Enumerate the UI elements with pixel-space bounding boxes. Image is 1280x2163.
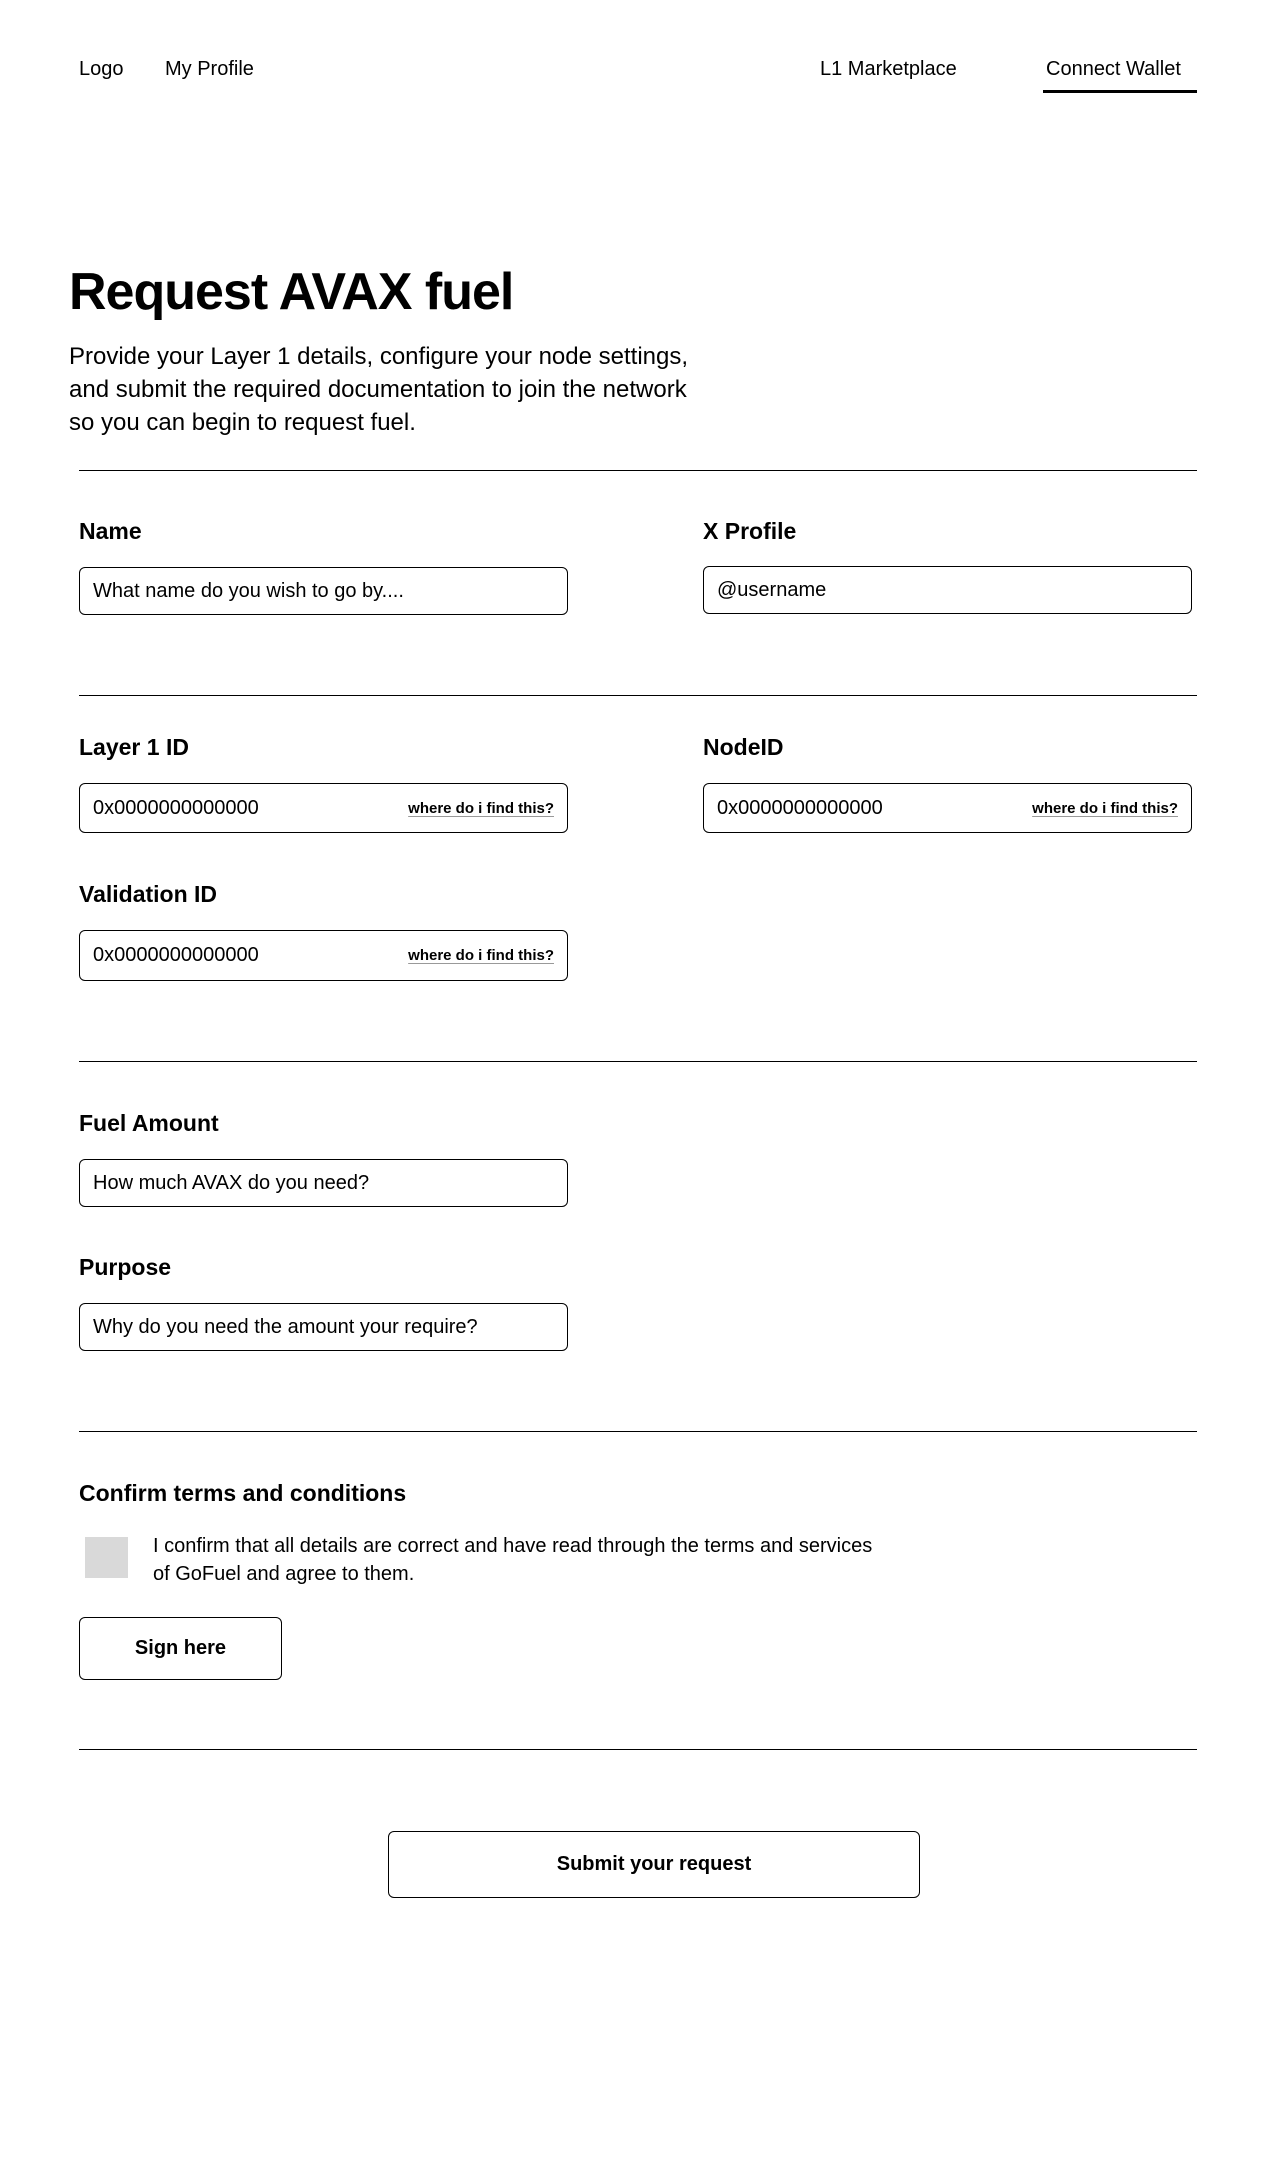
terms-text: I confirm that all details are correct and have read through the terms and services of GoFuel and agree to them. [153,1535,873,1585]
validation-id-input[interactable] [93,944,408,967]
node-id-help-link[interactable]: where do i find this? [1032,799,1178,817]
purpose-field[interactable] [79,1303,568,1351]
nav-my-profile[interactable]: My Profile [165,58,254,80]
connect-wallet-link[interactable]: Connect Wallet [1046,58,1181,80]
divider [79,1431,1197,1432]
node-id-label: NodeID [703,734,784,760]
divider [79,695,1197,696]
terms-checkbox[interactable] [85,1537,128,1578]
layer1-id-label: Layer 1 ID [79,734,189,760]
divider [79,1749,1197,1750]
divider [79,1061,1197,1062]
layer1-id-help-link[interactable]: where do i find this? [408,799,554,817]
page-intro: Provide your Layer 1 details, configure your node settings, and submit the required documentation to join the network so you can begin to request fuel. [69,343,689,436]
purpose-label: Purpose [79,1254,172,1280]
validation-id-field[interactable] [79,930,568,981]
terms-heading: Confirm terms and conditions [79,1480,407,1506]
divider [79,470,1197,471]
sign-here-button[interactable]: Sign here [79,1617,282,1680]
purpose-input[interactable] [93,1316,554,1339]
nav-l1-marketplace[interactable]: L1 Marketplace [820,58,957,80]
submit-request-button[interactable]: Submit your request [388,1831,920,1898]
fuel-amount-label: Fuel Amount [79,1110,219,1136]
name-label: Name [79,518,142,544]
layer1-id-input[interactable] [93,797,408,820]
name-field[interactable] [79,567,568,615]
name-input[interactable] [93,580,554,603]
x-profile-label: X Profile [703,518,797,544]
node-id-input[interactable] [717,797,1032,820]
validation-id-label: Validation ID [79,881,218,907]
fuel-amount-field[interactable] [79,1159,568,1207]
node-id-field[interactable] [703,783,1192,833]
validation-id-help-link[interactable]: where do i find this? [408,947,554,964]
page-title: Request AVAX fuel [69,263,514,321]
layer1-id-field[interactable] [79,783,568,833]
fuel-amount-input[interactable] [93,1172,554,1195]
active-nav-underline [1043,90,1197,93]
x-profile-field[interactable] [703,566,1192,614]
logo[interactable]: Logo [79,58,124,80]
x-profile-input[interactable] [717,579,1178,602]
